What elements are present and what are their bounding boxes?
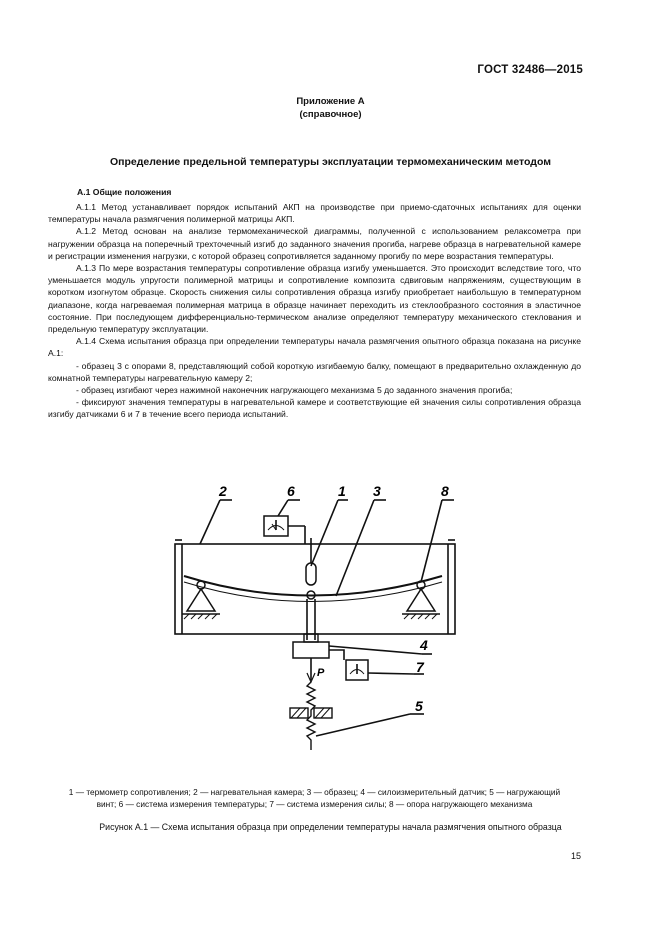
appendix-subtitle: (справочное) — [299, 109, 362, 120]
paragraph-a-1-4: А.1.4 Схема испытания образца при определении температуры начала размягчения опытного образца показана на рисунке А.1: — [48, 336, 581, 359]
left-support — [187, 589, 215, 611]
body-text — [48, 201, 581, 421]
load-cell — [293, 642, 329, 658]
leader-3 — [336, 500, 374, 596]
test-scheme-figure — [160, 478, 470, 768]
list-item-1: - образец 3 с опорами 8, представляющий собой короткую изгибаемую балку, помещают в предварительно охлажденную до комнатной температуры нагревательную камеру 2; — [48, 360, 581, 383]
label-4: 4 — [420, 637, 428, 653]
list-item-2: - образец изгибают через нажимной наконечник нагружающего механизма 5 до заданного значения прогиба; — [76, 385, 513, 396]
label-2: 2 — [219, 483, 227, 499]
leader-2 — [200, 500, 220, 544]
legend-line-2: винт; 6 — система измерения температуры; 7 — система измерения силы; 8 — опора нагружающего механизма — [96, 799, 533, 810]
resistance-thermometer — [306, 563, 316, 585]
leader-7 — [368, 673, 414, 674]
paragraph-a-1-2: А.1.2 Метод основан на анализе термомеханической диаграммы, полученной с использованием релаксометра при нагружении образца на поперечный трехточечный изгиб до заданного значения прогиба, нагреве образца в нагревательной камере и регистрации изменения нагрузки, с которой образец сопротивляется заданному прогибу по мере возрастания температуры. — [48, 226, 581, 261]
leader-6 — [278, 500, 288, 516]
document-title: Определение предельной температуры эксплуатации термомеханическим методом — [109, 156, 552, 168]
paragraph-a-1-1: А.1.1 Метод устанавливает порядок испытаний АКП на производстве при приемо-сдаточных испытаниях для оценки температуры начала размягчения полимерной матрицы АКП. — [48, 202, 581, 225]
leader-5 — [316, 714, 410, 736]
leader-1 — [311, 500, 338, 566]
label-5: 5 — [415, 698, 423, 714]
label-8: 8 — [441, 483, 449, 499]
section-heading: А.1 Общие положения — [77, 187, 172, 197]
appendix-title: Приложение А — [296, 96, 365, 107]
label-6: 6 — [287, 483, 295, 499]
figure-legend — [48, 786, 581, 810]
paragraph-a-1-3: А.1.3 По мере возрастания температуры сопротивление образца изгибу уменьшается. Это происходит вследствие того, что уменьшается модуль упругости полимерной матрицы и сопротивление композита сдвиговым напряжениям, существующим в коротком изогнутом образце. Скорость снижения силы сопротивления образца изгибу приобретает наибольшую в температурном диапазоне, когда нагреваемая полимерная матрица в образце начинает переходить из стеклообразного состояния в эластичное состояние. При последующем дифференциально-термическом анализе определяют температуру механического стеклования и предельную температуру эксплуатации. — [48, 263, 581, 335]
right-support — [407, 589, 435, 611]
legend-line-1: 1 — термометр сопротивления; 2 — нагревательная камера; 3 — образец; 4 — силоизмерительный датчик; 5 — нагружающий — [68, 787, 561, 797]
figure-caption: Рисунок А.1 — Схема испытания образца при определении температуры начала размягчения опытного образца — [99, 822, 562, 832]
list-item-3: - фиксируют значения температуры в нагревательной камере и соответствующие ей значения силы сопротивления образца изгибу датчиками 6 и 7 в течение всего периода испытаний. — [48, 397, 581, 420]
label-3: 3 — [373, 483, 381, 499]
label-7: 7 — [416, 659, 424, 675]
page-number: 15 — [570, 851, 581, 861]
label-force: P — [317, 667, 325, 679]
standard-number: ГОСТ 32486—2015 — [477, 64, 583, 76]
leader-8 — [421, 500, 442, 582]
label-1: 1 — [338, 483, 346, 499]
test-scheme-diagram — [160, 478, 470, 768]
